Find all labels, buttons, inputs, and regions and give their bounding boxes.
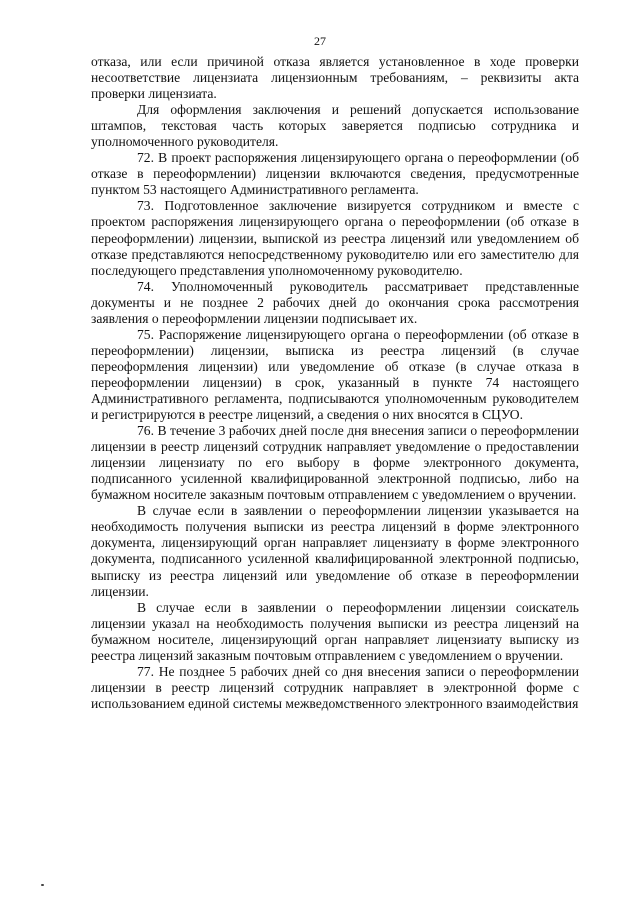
page-number: 27 [314,34,326,48]
paragraph: 77. Не позднее 5 рабочих дней со дня внесения записи о переоформлении лицензии в реестр лицензий сотрудник направляет в электронной форме с использованием единой системы межведомственного электронного взаимодействия [91,663,579,711]
paragraph: В случае если в заявлении о переоформлении лицензии соискатель лицензии указал на необходимость получения выписки из реестра лицензий на бумажном носителе, лицензирующий орган направляет лицензиату выписку из реестра лицензий заказным почтовым отправлением с уведомлением о вручении. [91,599,579,663]
paragraph: 74. Уполномоченный руководитель рассматривает представленные документы и не позднее 2 рабочих дней до окончания срока рассмотрения заявления о переоформлении лицензии подписывает их. [91,278,579,326]
paragraph: Для оформления заключения и решений допускается использование штампов, текстовая часть которых заверяется подписью сотрудника и уполномоченного руководителя. [91,102,579,150]
continued-paragraph: отказа, или если причиной отказа является установленное в ходе проверки несоответствие лицензиата лицензионным требованиям, – реквизиты акта проверки лицензиата. [91,54,579,102]
paragraph: 75. Распоряжение лицензирующего органа о переоформлении (об отказе в переоформлении) лицензии, выписка из реестра лицензий (в случае переоформления лицензии) или уведомление об отказе (в случае отказа в переоформлении лицензии) в срок, указанный в пункте 74 настоящего Административного регламента, подписываются уполномоченным руководителем и регистрируются в реестре лицензий, а сведения о них вносятся в СЦУО. [91,326,579,423]
paragraph: 76. В течение 3 рабочих дней после дня внесения записи о переоформлении лицензии в реестр лицензий сотрудник направляет уведомление о предоставлении лицензии лицензиату по его выбору в форме электронного документа, подписанного усиленной квалифицированной электронной подписью, либо на бумажном носителе заказным почтовым отправлением с уведомлением о вручении. [91,423,579,503]
paragraph: 73. Подготовленное заключение визируется сотрудником и вместе с проектом распоряжения лицензирующего органа о переоформлении (об отказе в переоформлении) лицензии, выпиской из реестра лицензий или уведомлением об отказе представляются непосредственному руководителю или его заместителю для последующего представления уполномоченному руководителю. [91,198,579,278]
paragraph: В случае если в заявлении о переоформлении лицензии указывается на необходимость получения выписки из реестра лицензий в форме электронного документа, лицензирующий орган направляет лицензиату в форме электронного документа, подписанного усиленной квалифицированной электронной подписью, выписку из реестра лицензий или уведомление об отказе в переоформлении лицензии. [91,503,579,599]
scan-speck [41,884,44,886]
body-text [91,54,579,712]
paragraph: 72. В проект распоряжения лицензирующего органа о переоформлении (об отказе в переоформлении) лицензии включаются сведения, предусмотренные пунктом 53 настоящего Административного регламента. [91,150,579,198]
